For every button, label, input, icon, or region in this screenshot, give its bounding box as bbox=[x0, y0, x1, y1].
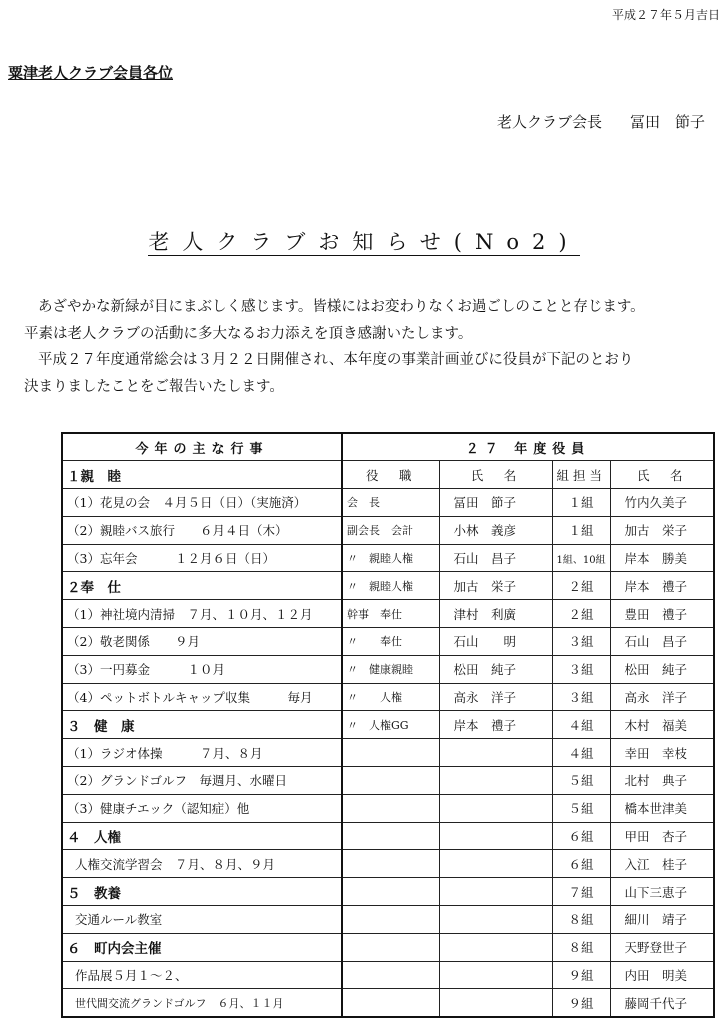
officer-name: 津村 利廣 bbox=[439, 600, 552, 628]
group-assignment: ４組 bbox=[552, 739, 610, 767]
officer-name: 石山 明 bbox=[439, 628, 552, 656]
officer-name bbox=[439, 822, 552, 850]
officer-role: 〃 健康親睦 bbox=[342, 655, 439, 683]
event-item: 作品展５月１～２、 bbox=[62, 961, 342, 989]
event-item: （2）親睦バス旅行 ６月４日（木） bbox=[62, 516, 342, 544]
event-item: （1）ラジオ体操 ７月、８月 bbox=[62, 739, 342, 767]
group-assignment: ３組 bbox=[552, 655, 610, 683]
table-row bbox=[62, 961, 714, 989]
officer-role bbox=[342, 878, 439, 906]
officers-header: ２７ 年度役員 bbox=[342, 433, 714, 461]
group-leader-name: 入江 桂子 bbox=[610, 850, 714, 878]
group-assignment: ９組 bbox=[552, 961, 610, 989]
body-paragraph: 平素は老人クラブの活動に多大なるお力添えを頂き感謝いたします。 bbox=[24, 325, 473, 342]
group-leader-name: 橋本世津美 bbox=[610, 794, 714, 822]
group-column-header: 組担当 bbox=[552, 461, 610, 489]
officer-name bbox=[439, 878, 552, 906]
body-paragraph: 平成２７年度通常総会は３月２２日開催され、本年度の事業計画並びに役員が下記のとおり bbox=[38, 352, 634, 368]
group-leader-name: 石山 昌子 bbox=[610, 628, 714, 656]
event-section-heading: ３ 健 康 bbox=[62, 711, 342, 739]
officer-role bbox=[342, 767, 439, 795]
table-row bbox=[62, 683, 714, 711]
group-leader-name: 高永 洋子 bbox=[610, 683, 714, 711]
name-column-header: 氏 名 bbox=[439, 461, 552, 489]
group-leader-name: 藤岡千代子 bbox=[610, 989, 714, 1017]
group-assignment: ４組 bbox=[552, 711, 610, 739]
group-leader-name: 幸田 幸枝 bbox=[610, 739, 714, 767]
officer-name bbox=[439, 794, 552, 822]
officer-role: 〃 人権GG bbox=[342, 711, 439, 739]
event-section-heading: ２奉 仕 bbox=[62, 572, 342, 600]
group-assignment: １組 bbox=[552, 489, 610, 517]
table-row bbox=[62, 516, 714, 544]
officer-name bbox=[439, 961, 552, 989]
officer-role bbox=[342, 739, 439, 767]
event-item: （3）健康チエック（認知症）他 bbox=[62, 794, 342, 822]
officer-name: 岸本 禮子 bbox=[439, 711, 552, 739]
group-leader-name: 北村 典子 bbox=[610, 767, 714, 795]
officer-role: 幹事 奉仕 bbox=[342, 600, 439, 628]
table-row bbox=[62, 600, 714, 628]
table-row bbox=[62, 878, 714, 906]
group-assignment: ７組 bbox=[552, 878, 610, 906]
officer-role: 〃 親睦人権 bbox=[342, 544, 439, 572]
officer-name bbox=[439, 767, 552, 795]
group-leader-name: 細川 靖子 bbox=[610, 906, 714, 934]
table-row bbox=[62, 767, 714, 795]
group-assignment: ６組 bbox=[552, 822, 610, 850]
group-leader-name: 木村 福美 bbox=[610, 711, 714, 739]
notice-title bbox=[0, 226, 728, 256]
event-section-heading: ４ 人権 bbox=[62, 822, 342, 850]
officer-role bbox=[342, 794, 439, 822]
group-leader-name: 松田 純子 bbox=[610, 655, 714, 683]
table-row bbox=[62, 489, 714, 517]
group-leader-name: 豊田 禮子 bbox=[610, 600, 714, 628]
group-assignment: ９組 bbox=[552, 989, 610, 1017]
body-paragraph: あざやかな新緑が目にまぶしく感じます。皆様にはお変わりなくお過ごしのことと存じます。 bbox=[38, 299, 645, 315]
table-row bbox=[62, 850, 714, 878]
notice-title-text: 老人クラブお知らせ(No2) bbox=[148, 230, 580, 254]
table-row bbox=[62, 572, 714, 600]
officer-name bbox=[439, 933, 552, 961]
sender-title: 老人クラブ会長 bbox=[497, 113, 603, 131]
group-assignment: ３組 bbox=[552, 628, 610, 656]
event-item: （2）敬老関係 ９月 bbox=[62, 628, 342, 656]
group-leader-name: 岸本 禮子 bbox=[610, 572, 714, 600]
event-item: （4）ペットボトルキャップ収集 毎月 bbox=[62, 683, 342, 711]
table-row bbox=[62, 906, 714, 934]
group-leader-name: 山下三恵子 bbox=[610, 878, 714, 906]
sender-name: 冨田 節子 bbox=[630, 113, 706, 131]
officer-role: 〃 奉仕 bbox=[342, 628, 439, 656]
table-row bbox=[62, 544, 714, 572]
officer-name: 石山 昌子 bbox=[439, 544, 552, 572]
officer-name bbox=[439, 850, 552, 878]
sender bbox=[497, 111, 705, 132]
event-item: （3）忘年会 １２月６日（日） bbox=[62, 544, 342, 572]
events-officers-table bbox=[61, 432, 715, 1018]
group-assignment: ３組 bbox=[552, 683, 610, 711]
group-assignment: ２組 bbox=[552, 572, 610, 600]
table-row bbox=[62, 794, 714, 822]
group-leader-name: 竹内久美子 bbox=[610, 489, 714, 517]
officer-name bbox=[439, 739, 552, 767]
group-assignment: ６組 bbox=[552, 850, 610, 878]
event-section-heading: ５ 教養 bbox=[62, 878, 342, 906]
officer-role bbox=[342, 989, 439, 1017]
table-body bbox=[62, 461, 714, 1017]
group-assignment: ８組 bbox=[552, 906, 610, 934]
event-item: （2）グランドゴルフ 毎週月、水曜日 bbox=[62, 767, 342, 795]
event-section-heading: ６ 町内会主催 bbox=[62, 933, 342, 961]
event-section-heading: １親 睦 bbox=[62, 461, 342, 489]
events-header: 今年の主な行事 bbox=[62, 433, 342, 461]
table-row bbox=[62, 739, 714, 767]
group-name-column-header: 氏 名 bbox=[610, 461, 714, 489]
event-item: （1）花見の会 ４月５日（日）（実施済） bbox=[62, 489, 342, 517]
role-column-header: 役 職 bbox=[342, 461, 439, 489]
officer-name: 冨田 節子 bbox=[439, 489, 552, 517]
group-assignment: １組 bbox=[552, 516, 610, 544]
group-assignment: ２組 bbox=[552, 600, 610, 628]
officer-name bbox=[439, 989, 552, 1017]
group-leader-name: 甲田 杏子 bbox=[610, 822, 714, 850]
event-item: 交通ルール教室 bbox=[62, 906, 342, 934]
event-item: （1）神社境内清掃 ７月、１０月、１２月 bbox=[62, 600, 342, 628]
officer-role: 会 長 bbox=[342, 489, 439, 517]
group-assignment: ５組 bbox=[552, 767, 610, 795]
group-assignment: ５組 bbox=[552, 794, 610, 822]
officer-role: 副会長 会計 bbox=[342, 516, 439, 544]
group-assignment: ８組 bbox=[552, 933, 610, 961]
officer-name: 加古 栄子 bbox=[439, 572, 552, 600]
table-row bbox=[62, 461, 714, 489]
officer-role: 〃 親睦人権 bbox=[342, 572, 439, 600]
officer-name: 小林 義彦 bbox=[439, 516, 552, 544]
officer-role: 〃 人権 bbox=[342, 683, 439, 711]
group-assignment: 1組、10組 bbox=[552, 544, 610, 572]
addressee: 粟津老人クラブ会員各位 bbox=[8, 64, 174, 82]
group-leader-name: 天野登世子 bbox=[610, 933, 714, 961]
document-date: 平成２７年５月吉日 bbox=[611, 8, 720, 22]
officer-role bbox=[342, 822, 439, 850]
table-row bbox=[62, 822, 714, 850]
event-item: 世代間交流グランドゴルフ ６月、１１月 bbox=[62, 989, 342, 1017]
officer-role bbox=[342, 933, 439, 961]
body-paragraph: 決まりましたことをご報告いたします。 bbox=[24, 378, 284, 395]
event-item: （3）一円募金 １０月 bbox=[62, 655, 342, 683]
event-item: 人権交流学習会 ７月、８月、９月 bbox=[62, 850, 342, 878]
body-text bbox=[24, 294, 714, 400]
officer-role bbox=[342, 906, 439, 934]
table-row bbox=[62, 933, 714, 961]
table-row bbox=[62, 655, 714, 683]
group-leader-name: 加古 栄子 bbox=[610, 516, 714, 544]
officer-name: 松田 純子 bbox=[439, 655, 552, 683]
officer-role bbox=[342, 850, 439, 878]
officer-name: 高永 洋子 bbox=[439, 683, 552, 711]
group-leader-name: 内田 明美 bbox=[610, 961, 714, 989]
table-row bbox=[62, 628, 714, 656]
table-row bbox=[62, 989, 714, 1017]
group-leader-name: 岸本 勝美 bbox=[610, 544, 714, 572]
officer-name bbox=[439, 906, 552, 934]
table-row bbox=[62, 711, 714, 739]
officer-role bbox=[342, 961, 439, 989]
